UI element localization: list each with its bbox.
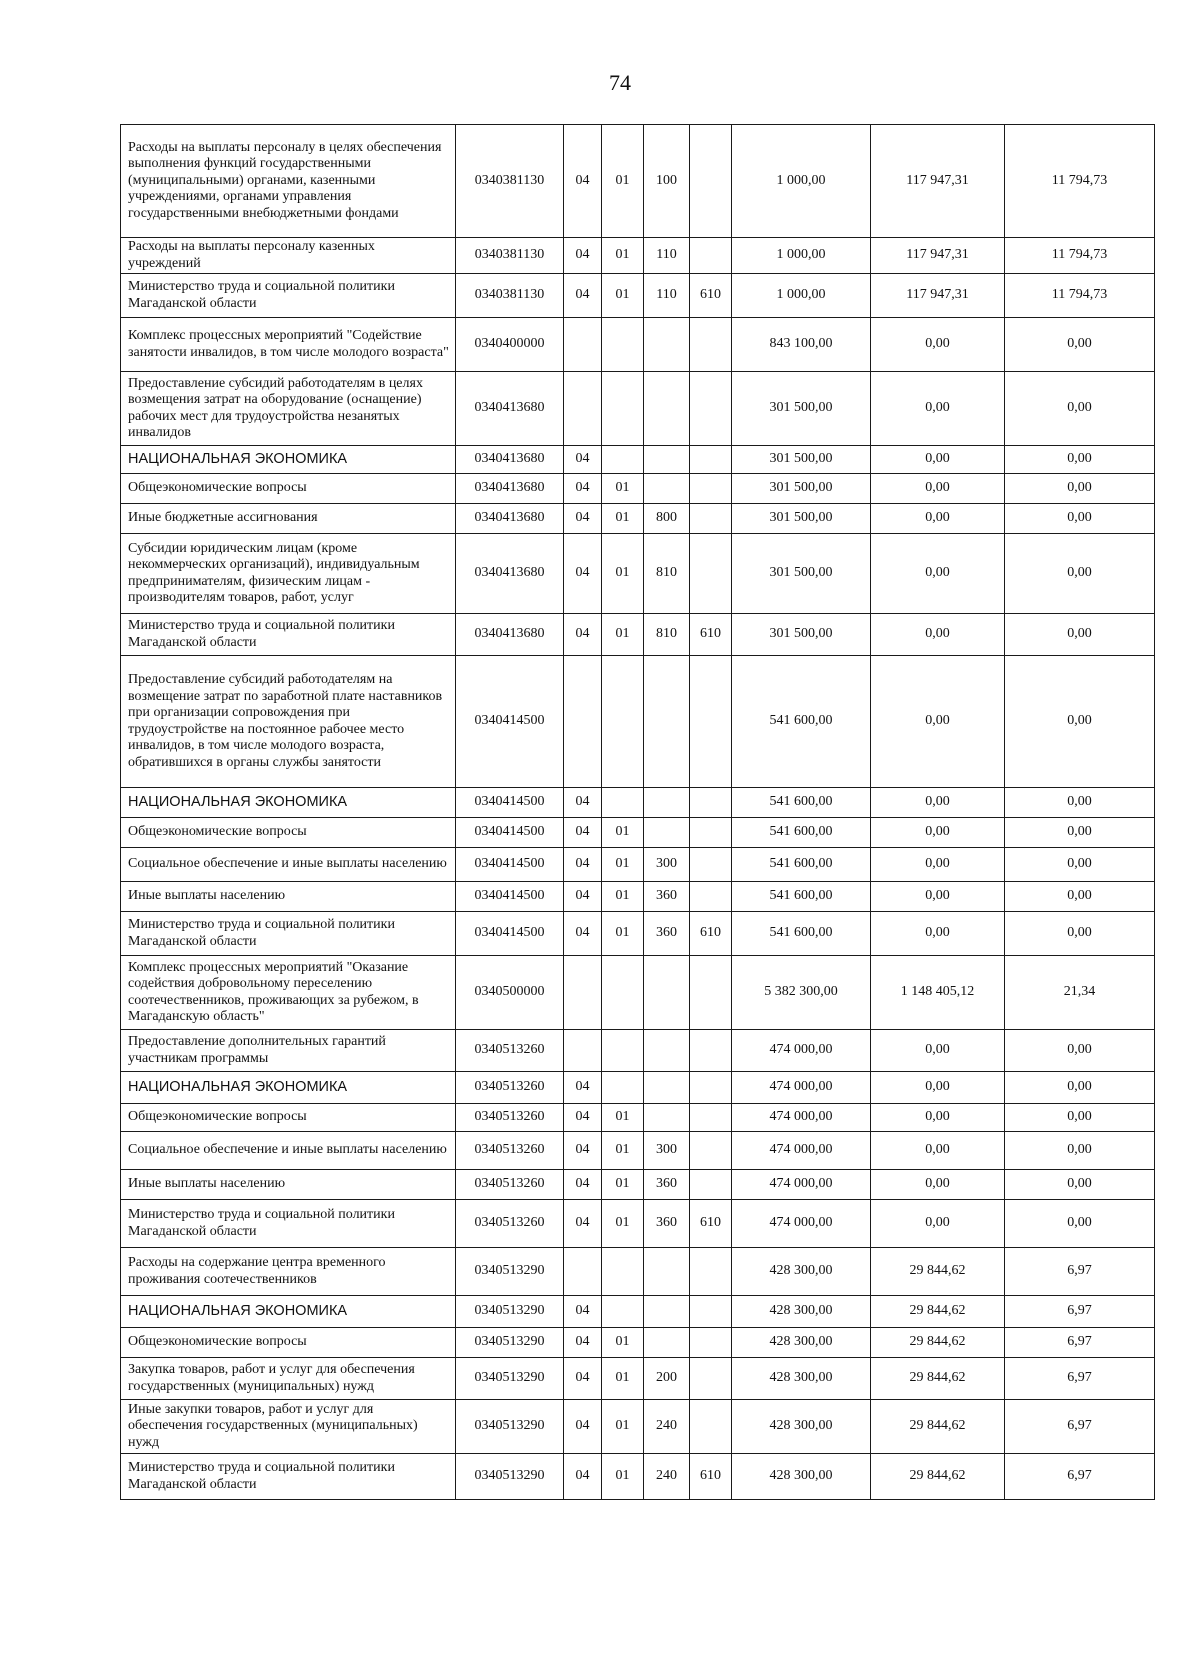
table-row: [121, 1030, 1155, 1072]
grbs-code: [690, 882, 732, 912]
planned-amount: 428 300,00: [732, 1454, 871, 1500]
executed-amount: 117 947,31: [871, 125, 1005, 238]
planned-amount: 1 000,00: [732, 238, 871, 274]
planned-amount: 428 300,00: [732, 1328, 871, 1358]
planned-amount: 428 300,00: [732, 1296, 871, 1328]
table-row: [121, 614, 1155, 656]
section-code: 04: [564, 446, 602, 474]
grbs-code: [690, 125, 732, 238]
table-row: [121, 1200, 1155, 1248]
table-row: [121, 274, 1155, 318]
executed-amount: 29 844,62: [871, 1296, 1005, 1328]
planned-amount: 428 300,00: [732, 1400, 871, 1454]
grbs-code: 610: [690, 912, 732, 956]
table-row: [121, 912, 1155, 956]
expense-type: [644, 788, 690, 818]
item-name: Комплекс процессных мероприятий "Содействие занятости инвалидов, в том числе молодого возраста": [121, 318, 456, 372]
item-name: Министерство труда и социальной политики Магаданской области: [121, 912, 456, 956]
page-number: 74: [609, 70, 631, 95]
executed-amount: 0,00: [871, 1132, 1005, 1170]
section-code: 04: [564, 1072, 602, 1104]
item-name: Министерство труда и социальной политики Магаданской области: [121, 274, 456, 318]
executed-amount: 29 844,62: [871, 1328, 1005, 1358]
expense-type: 240: [644, 1400, 690, 1454]
item-name: Субсидии юридическим лицам (кроме некоммерческих организаций), индивидуальным предпринимателям, физическим лицам - производителям товаров, работ, услуг: [121, 534, 456, 614]
target-code: 0340513290: [456, 1454, 564, 1500]
item-name: Иные выплаты населению: [121, 882, 456, 912]
executed-amount: 0,00: [871, 474, 1005, 504]
execution-percent: 0,00: [1005, 614, 1155, 656]
item-name: НАЦИОНАЛЬНАЯ ЭКОНОМИКА: [121, 446, 456, 474]
expense-type: [644, 474, 690, 504]
subsection-code: 01: [602, 534, 644, 614]
expense-type: 200: [644, 1358, 690, 1400]
table-row: [121, 788, 1155, 818]
planned-amount: 843 100,00: [732, 318, 871, 372]
subsection-code: 01: [602, 504, 644, 534]
section-code: 04: [564, 504, 602, 534]
section-code: 04: [564, 1132, 602, 1170]
executed-amount: 0,00: [871, 534, 1005, 614]
table-row: [121, 534, 1155, 614]
execution-percent: 6,97: [1005, 1454, 1155, 1500]
item-name: НАЦИОНАЛЬНАЯ ЭКОНОМИКА: [121, 1072, 456, 1104]
subsection-code: [602, 788, 644, 818]
budget-table: [120, 124, 1155, 1500]
table-row: [121, 125, 1155, 238]
subsection-code: 01: [602, 1200, 644, 1248]
item-name: НАЦИОНАЛЬНАЯ ЭКОНОМИКА: [121, 788, 456, 818]
expense-type: [644, 956, 690, 1030]
table-row: [121, 848, 1155, 882]
executed-amount: 29 844,62: [871, 1248, 1005, 1296]
subsection-code: 01: [602, 912, 644, 956]
section-code: 04: [564, 534, 602, 614]
executed-amount: 117 947,31: [871, 274, 1005, 318]
item-name: Социальное обеспечение и иные выплаты населению: [121, 848, 456, 882]
item-name: Расходы на выплаты персоналу в целях обеспечения выполнения функций государственными (муниципальными) органами, казенными учреждениями, органами управления государственными внебюджетными фондами: [121, 125, 456, 238]
executed-amount: 29 844,62: [871, 1358, 1005, 1400]
grbs-code: [690, 818, 732, 848]
expense-type: 360: [644, 882, 690, 912]
table-row: [121, 1358, 1155, 1400]
section-code: 04: [564, 1200, 602, 1248]
item-name: Иные закупки товаров, работ и услуг для обеспечения государственных (муниципальных) нужд: [121, 1400, 456, 1454]
execution-percent: 6,97: [1005, 1248, 1155, 1296]
expense-type: 300: [644, 848, 690, 882]
planned-amount: 428 300,00: [732, 1248, 871, 1296]
grbs-code: [690, 656, 732, 788]
planned-amount: 5 382 300,00: [732, 956, 871, 1030]
grbs-code: 610: [690, 1200, 732, 1248]
executed-amount: 29 844,62: [871, 1454, 1005, 1500]
target-code: 0340414500: [456, 656, 564, 788]
execution-percent: 0,00: [1005, 446, 1155, 474]
item-name: Министерство труда и социальной политики Магаданской области: [121, 1454, 456, 1500]
executed-amount: 0,00: [871, 1170, 1005, 1200]
expense-type: [644, 1104, 690, 1132]
grbs-code: [690, 504, 732, 534]
grbs-code: [690, 1358, 732, 1400]
item-name: Комплекс процессных мероприятий "Оказание содействия добровольному переселению соотечественников, проживающих за рубежом, в Магаданскую область": [121, 956, 456, 1030]
execution-percent: 0,00: [1005, 848, 1155, 882]
expense-type: [644, 1296, 690, 1328]
section-code: 04: [564, 848, 602, 882]
execution-percent: 6,97: [1005, 1400, 1155, 1454]
executed-amount: 0,00: [871, 1030, 1005, 1072]
table-body: [121, 125, 1155, 1500]
item-name: Социальное обеспечение и иные выплаты населению: [121, 1132, 456, 1170]
executed-amount: 0,00: [871, 318, 1005, 372]
table-row: [121, 504, 1155, 534]
execution-percent: 0,00: [1005, 788, 1155, 818]
grbs-code: [690, 1248, 732, 1296]
planned-amount: 541 600,00: [732, 788, 871, 818]
section-code: 04: [564, 238, 602, 274]
planned-amount: 541 600,00: [732, 656, 871, 788]
table-row: [121, 372, 1155, 446]
target-code: 0340513290: [456, 1358, 564, 1400]
target-code: 0340513260: [456, 1072, 564, 1104]
subsection-code: [602, 1296, 644, 1328]
item-name: Предоставление субсидий работодателям на возмещение затрат по заработной плате наставников при организации сопровождения при трудоустройстве на постоянное рабочее место инвалидов, в том числе молодого возраста, обратившихся в органы службы занятости: [121, 656, 456, 788]
table-row: [121, 882, 1155, 912]
planned-amount: 301 500,00: [732, 372, 871, 446]
execution-percent: 0,00: [1005, 318, 1155, 372]
subsection-code: 01: [602, 1104, 644, 1132]
execution-percent: 0,00: [1005, 912, 1155, 956]
section-code: 04: [564, 1104, 602, 1132]
section-code: 04: [564, 882, 602, 912]
table-row: [121, 1328, 1155, 1358]
target-code: 0340414500: [456, 788, 564, 818]
section-code: 04: [564, 614, 602, 656]
expense-type: 360: [644, 1200, 690, 1248]
subsection-code: 01: [602, 1358, 644, 1400]
grbs-code: [690, 534, 732, 614]
item-name: Иные выплаты населению: [121, 1170, 456, 1200]
expense-type: 240: [644, 1454, 690, 1500]
grbs-code: [690, 238, 732, 274]
expense-type: 810: [644, 614, 690, 656]
grbs-code: [690, 788, 732, 818]
execution-percent: 0,00: [1005, 1104, 1155, 1132]
planned-amount: 541 600,00: [732, 912, 871, 956]
executed-amount: 0,00: [871, 1200, 1005, 1248]
expense-type: [644, 1072, 690, 1104]
table-row: [121, 1104, 1155, 1132]
item-name: Общеэкономические вопросы: [121, 1328, 456, 1358]
target-code: 0340414500: [456, 818, 564, 848]
subsection-code: [602, 318, 644, 372]
table-row: [121, 1454, 1155, 1500]
grbs-code: [690, 1170, 732, 1200]
execution-percent: 11 794,73: [1005, 274, 1155, 318]
executed-amount: 29 844,62: [871, 1400, 1005, 1454]
planned-amount: 301 500,00: [732, 614, 871, 656]
subsection-code: [602, 446, 644, 474]
expense-type: 110: [644, 238, 690, 274]
execution-percent: 0,00: [1005, 1030, 1155, 1072]
planned-amount: 301 500,00: [732, 504, 871, 534]
item-name: Расходы на выплаты персоналу казенных учреждений: [121, 238, 456, 274]
target-code: 0340381130: [456, 238, 564, 274]
expense-type: [644, 1328, 690, 1358]
section-code: [564, 318, 602, 372]
grbs-code: [690, 1104, 732, 1132]
grbs-code: 610: [690, 614, 732, 656]
execution-percent: 0,00: [1005, 1170, 1155, 1200]
executed-amount: 0,00: [871, 1104, 1005, 1132]
subsection-code: 01: [602, 1454, 644, 1500]
subsection-code: 01: [602, 1170, 644, 1200]
executed-amount: 0,00: [871, 446, 1005, 474]
subsection-code: 01: [602, 274, 644, 318]
section-code: 04: [564, 274, 602, 318]
table-row: [121, 474, 1155, 504]
grbs-code: [690, 372, 732, 446]
item-name: Предоставление дополнительных гарантий участникам программы: [121, 1030, 456, 1072]
planned-amount: 428 300,00: [732, 1358, 871, 1400]
section-code: [564, 1248, 602, 1296]
executed-amount: 0,00: [871, 788, 1005, 818]
target-code: 0340413680: [456, 614, 564, 656]
expense-type: 100: [644, 125, 690, 238]
subsection-code: [602, 1248, 644, 1296]
subsection-code: 01: [602, 1132, 644, 1170]
expense-type: 800: [644, 504, 690, 534]
section-code: 04: [564, 912, 602, 956]
execution-percent: 0,00: [1005, 1072, 1155, 1104]
grbs-code: [690, 1400, 732, 1454]
execution-percent: 0,00: [1005, 372, 1155, 446]
table-row: [121, 318, 1155, 372]
subsection-code: 01: [602, 474, 644, 504]
table-row: [121, 1072, 1155, 1104]
subsection-code: 01: [602, 882, 644, 912]
executed-amount: 1 148 405,12: [871, 956, 1005, 1030]
target-code: 0340513260: [456, 1170, 564, 1200]
expense-type: [644, 446, 690, 474]
table-row: [121, 1248, 1155, 1296]
item-name: Предоставление субсидий работодателям в целях возмещения затрат на оборудование (оснащение) рабочих мест для трудоустройства незанятых инвалидов: [121, 372, 456, 446]
planned-amount: 541 600,00: [732, 882, 871, 912]
target-code: 0340414500: [456, 882, 564, 912]
target-code: 0340513290: [456, 1296, 564, 1328]
executed-amount: 0,00: [871, 848, 1005, 882]
item-name: Общеэкономические вопросы: [121, 1104, 456, 1132]
target-code: 0340413680: [456, 534, 564, 614]
target-code: 0340513260: [456, 1200, 564, 1248]
subsection-code: [602, 1072, 644, 1104]
target-code: 0340414500: [456, 912, 564, 956]
grbs-code: [690, 1328, 732, 1358]
table-row: [121, 446, 1155, 474]
subsection-code: [602, 656, 644, 788]
table-row: [121, 656, 1155, 788]
subsection-code: 01: [602, 614, 644, 656]
section-code: 04: [564, 474, 602, 504]
expense-type: 810: [644, 534, 690, 614]
executed-amount: 0,00: [871, 614, 1005, 656]
item-name: Общеэкономические вопросы: [121, 818, 456, 848]
execution-percent: 6,97: [1005, 1296, 1155, 1328]
section-code: [564, 372, 602, 446]
target-code: 0340513260: [456, 1104, 564, 1132]
planned-amount: 474 000,00: [732, 1030, 871, 1072]
subsection-code: 01: [602, 848, 644, 882]
planned-amount: 1 000,00: [732, 125, 871, 238]
planned-amount: 1 000,00: [732, 274, 871, 318]
table-row: [121, 956, 1155, 1030]
execution-percent: 6,97: [1005, 1328, 1155, 1358]
execution-percent: 11 794,73: [1005, 125, 1155, 238]
grbs-code: [690, 474, 732, 504]
item-name: Расходы на содержание центра временного проживания соотечественников: [121, 1248, 456, 1296]
execution-percent: 11 794,73: [1005, 238, 1155, 274]
section-code: [564, 956, 602, 1030]
planned-amount: 474 000,00: [732, 1072, 871, 1104]
execution-percent: 0,00: [1005, 1200, 1155, 1248]
expense-type: 110: [644, 274, 690, 318]
target-code: 0340413680: [456, 474, 564, 504]
grbs-code: [690, 1030, 732, 1072]
target-code: 0340381130: [456, 125, 564, 238]
grbs-code: 610: [690, 274, 732, 318]
planned-amount: 474 000,00: [732, 1132, 871, 1170]
target-code: 0340513290: [456, 1328, 564, 1358]
grbs-code: [690, 1072, 732, 1104]
execution-percent: 6,97: [1005, 1358, 1155, 1400]
expense-type: [644, 1248, 690, 1296]
grbs-code: [690, 956, 732, 1030]
item-name: Министерство труда и социальной политики Магаданской области: [121, 1200, 456, 1248]
execution-percent: 0,00: [1005, 474, 1155, 504]
section-code: 04: [564, 1454, 602, 1500]
expense-type: [644, 656, 690, 788]
grbs-code: [690, 318, 732, 372]
item-name: Общеэкономические вопросы: [121, 474, 456, 504]
execution-percent: 21,34: [1005, 956, 1155, 1030]
expense-type: 360: [644, 1170, 690, 1200]
grbs-code: [690, 848, 732, 882]
executed-amount: 0,00: [871, 882, 1005, 912]
execution-percent: 0,00: [1005, 818, 1155, 848]
table-row: [121, 1296, 1155, 1328]
executed-amount: 0,00: [871, 372, 1005, 446]
section-code: 04: [564, 1358, 602, 1400]
target-code: 0340500000: [456, 956, 564, 1030]
planned-amount: 474 000,00: [732, 1170, 871, 1200]
section-code: 04: [564, 125, 602, 238]
subsection-code: [602, 372, 644, 446]
target-code: 0340513290: [456, 1400, 564, 1454]
target-code: 0340414500: [456, 848, 564, 882]
executed-amount: 0,00: [871, 656, 1005, 788]
expense-type: [644, 818, 690, 848]
executed-amount: 0,00: [871, 912, 1005, 956]
executed-amount: 117 947,31: [871, 238, 1005, 274]
target-code: 0340413680: [456, 446, 564, 474]
subsection-code: 01: [602, 1400, 644, 1454]
section-code: [564, 656, 602, 788]
item-name: Иные бюджетные ассигнования: [121, 504, 456, 534]
section-code: 04: [564, 818, 602, 848]
target-code: 0340513290: [456, 1248, 564, 1296]
execution-percent: 0,00: [1005, 882, 1155, 912]
section-code: 04: [564, 1328, 602, 1358]
table-row: [121, 1170, 1155, 1200]
grbs-code: [690, 446, 732, 474]
grbs-code: 610: [690, 1454, 732, 1500]
table-row: [121, 1132, 1155, 1170]
item-name: НАЦИОНАЛЬНАЯ ЭКОНОМИКА: [121, 1296, 456, 1328]
subsection-code: [602, 1030, 644, 1072]
expense-type: [644, 318, 690, 372]
item-name: Закупка товаров, работ и услуг для обеспечения государственных (муниципальных) нужд: [121, 1358, 456, 1400]
item-name: Министерство труда и социальной политики Магаданской области: [121, 614, 456, 656]
executed-amount: 0,00: [871, 504, 1005, 534]
expense-type: [644, 372, 690, 446]
target-code: 0340513260: [456, 1030, 564, 1072]
target-code: 0340413680: [456, 504, 564, 534]
execution-percent: 0,00: [1005, 534, 1155, 614]
target-code: 0340513260: [456, 1132, 564, 1170]
section-code: [564, 1030, 602, 1072]
section-code: 04: [564, 1170, 602, 1200]
grbs-code: [690, 1296, 732, 1328]
target-code: 0340413680: [456, 372, 564, 446]
grbs-code: [690, 1132, 732, 1170]
planned-amount: 474 000,00: [732, 1200, 871, 1248]
expense-type: 300: [644, 1132, 690, 1170]
section-code: 04: [564, 788, 602, 818]
planned-amount: 301 500,00: [732, 446, 871, 474]
planned-amount: 301 500,00: [732, 534, 871, 614]
executed-amount: 0,00: [871, 1072, 1005, 1104]
planned-amount: 541 600,00: [732, 818, 871, 848]
expense-type: [644, 1030, 690, 1072]
planned-amount: 541 600,00: [732, 848, 871, 882]
subsection-code: 01: [602, 1328, 644, 1358]
planned-amount: 474 000,00: [732, 1104, 871, 1132]
expense-type: 360: [644, 912, 690, 956]
subsection-code: [602, 956, 644, 1030]
planned-amount: 301 500,00: [732, 474, 871, 504]
execution-percent: 0,00: [1005, 656, 1155, 788]
section-code: 04: [564, 1296, 602, 1328]
subsection-code: 01: [602, 818, 644, 848]
executed-amount: 0,00: [871, 818, 1005, 848]
table-row: [121, 1400, 1155, 1454]
execution-percent: 0,00: [1005, 1132, 1155, 1170]
execution-percent: 0,00: [1005, 504, 1155, 534]
subsection-code: 01: [602, 238, 644, 274]
table-row: [121, 238, 1155, 274]
target-code: 0340400000: [456, 318, 564, 372]
subsection-code: 01: [602, 125, 644, 238]
table-row: [121, 818, 1155, 848]
section-code: 04: [564, 1400, 602, 1454]
target-code: 0340381130: [456, 274, 564, 318]
